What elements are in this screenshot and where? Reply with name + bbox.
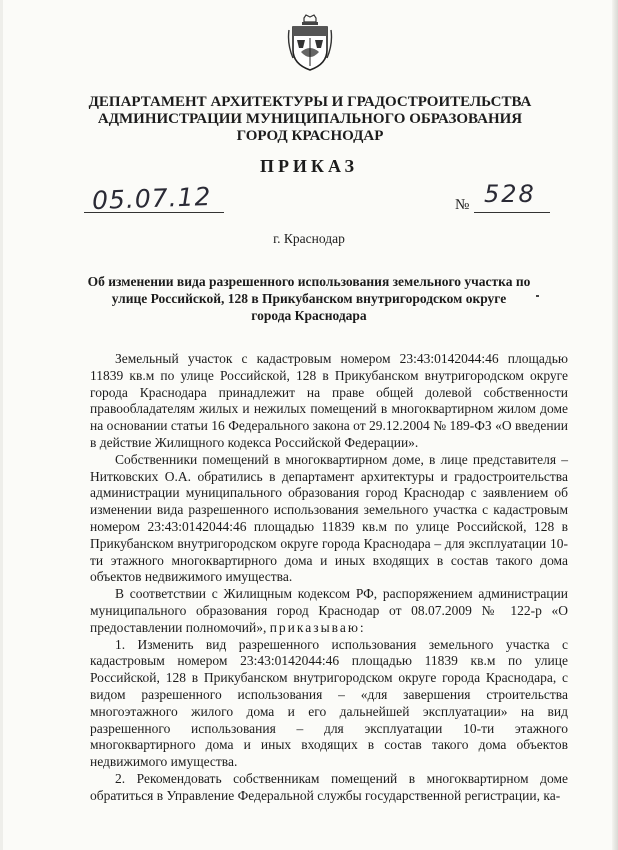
paragraph-3 [90,586,568,636]
department-header-line-3: ГОРОД КРАСНОДАР [236,128,384,144]
paragraph-2: Собственники помещений в многоквартирном доме, в лице представителя – Нитковских О.А. обратились в департамент архитектуры и градостроительства администрации муниципального образования город Краснодар с заявлением об изменении вида разрешенного использования земельного участка с кадастровым номером 23:43:0142044:46 площадью 11839 кв.м по улице Российской, 128 в Прикубанском внутригородском округе города Краснодара – для эксплуатации 10-ти этажного многоквартирного дома и иных входящих в состав такого дома объектов недвижимого имущества. [90,451,568,585]
order-keyword: приказываю: [269,619,366,635]
paragraph-3-text: В соответствии с Жилищным кодексом РФ, распоряжением администрации муниципального образования город Краснодар от 08.07.2009 № 122-р «О предоставлении полномочий», [90,586,568,635]
city-line: г. Краснодар [273,231,345,246]
subject-line-2: улице Российской, 128 в Прикубанском внутригородском округе [111,291,507,306]
document-title: ПРИКАЗ [259,156,359,176]
scan-speck [536,295,539,297]
paragraph-5: 2. Рекомендовать собственникам помещений в многоквартирном доме обратиться в Управление Федеральной службы государственной регистрации, ка- [90,770,568,803]
number-label: № [455,197,470,213]
coat-of-arms-icon [287,14,333,72]
handwritten-number: 528 [484,180,536,208]
department-header-line-2: АДМИНИСТРАЦИИ МУНИЦИПАЛЬНОГО ОБРАЗОВАНИЯ [97,111,523,127]
scan-edge-left [0,0,3,850]
paragraph-4: 1. Изменить вид разрешенного использования земельного участка с кадастровым номером 23:43:0142044:46 площадью 11839 кв.м по улице Российской, 128 в Прикубанском внутригородском округе города Краснодара, с видом разрешенного использования – «для завершения строительства многоэтажного жилого дома и его дальнейшей эксплуатации» на вид разрешенного использования – для эксплуатации 10-ти этажного многоквартирного дома и иных входящих в состав такого дома объектов недвижимого имущества. [90,636,568,770]
date-underline [84,212,224,213]
subject-line-1: Об изменении вида разрешенного использования земельного участка по [87,274,531,289]
paragraph-1: Земельный участок с кадастровым номером 23:43:0142044:46 площадью 11839 кв.м по улице Российской, 128 в Прикубанском внутригородском округе города Краснодара принадлежит на праве общей долевой собственности правообладателям жилых и нежилых помещений в многоквартирном жилом доме на основании статьи 16 Федерального закона от 29.12.2004 № 189-ФЗ «О введении в действие Жилищного кодекса Российской Федерации». [90,351,568,450]
document-body [90,351,568,805]
handwritten-date: 05.07.12 [91,181,212,216]
number-underline [474,212,550,213]
department-header-line-1: ДЕПАРТАМЕНТ АРХИТЕКТУРЫ И ГРАДОСТРОИТЕЛЬСТВА [88,94,532,110]
scan-edge-right [612,0,618,850]
subject-line-3: города Краснодара [251,308,367,323]
